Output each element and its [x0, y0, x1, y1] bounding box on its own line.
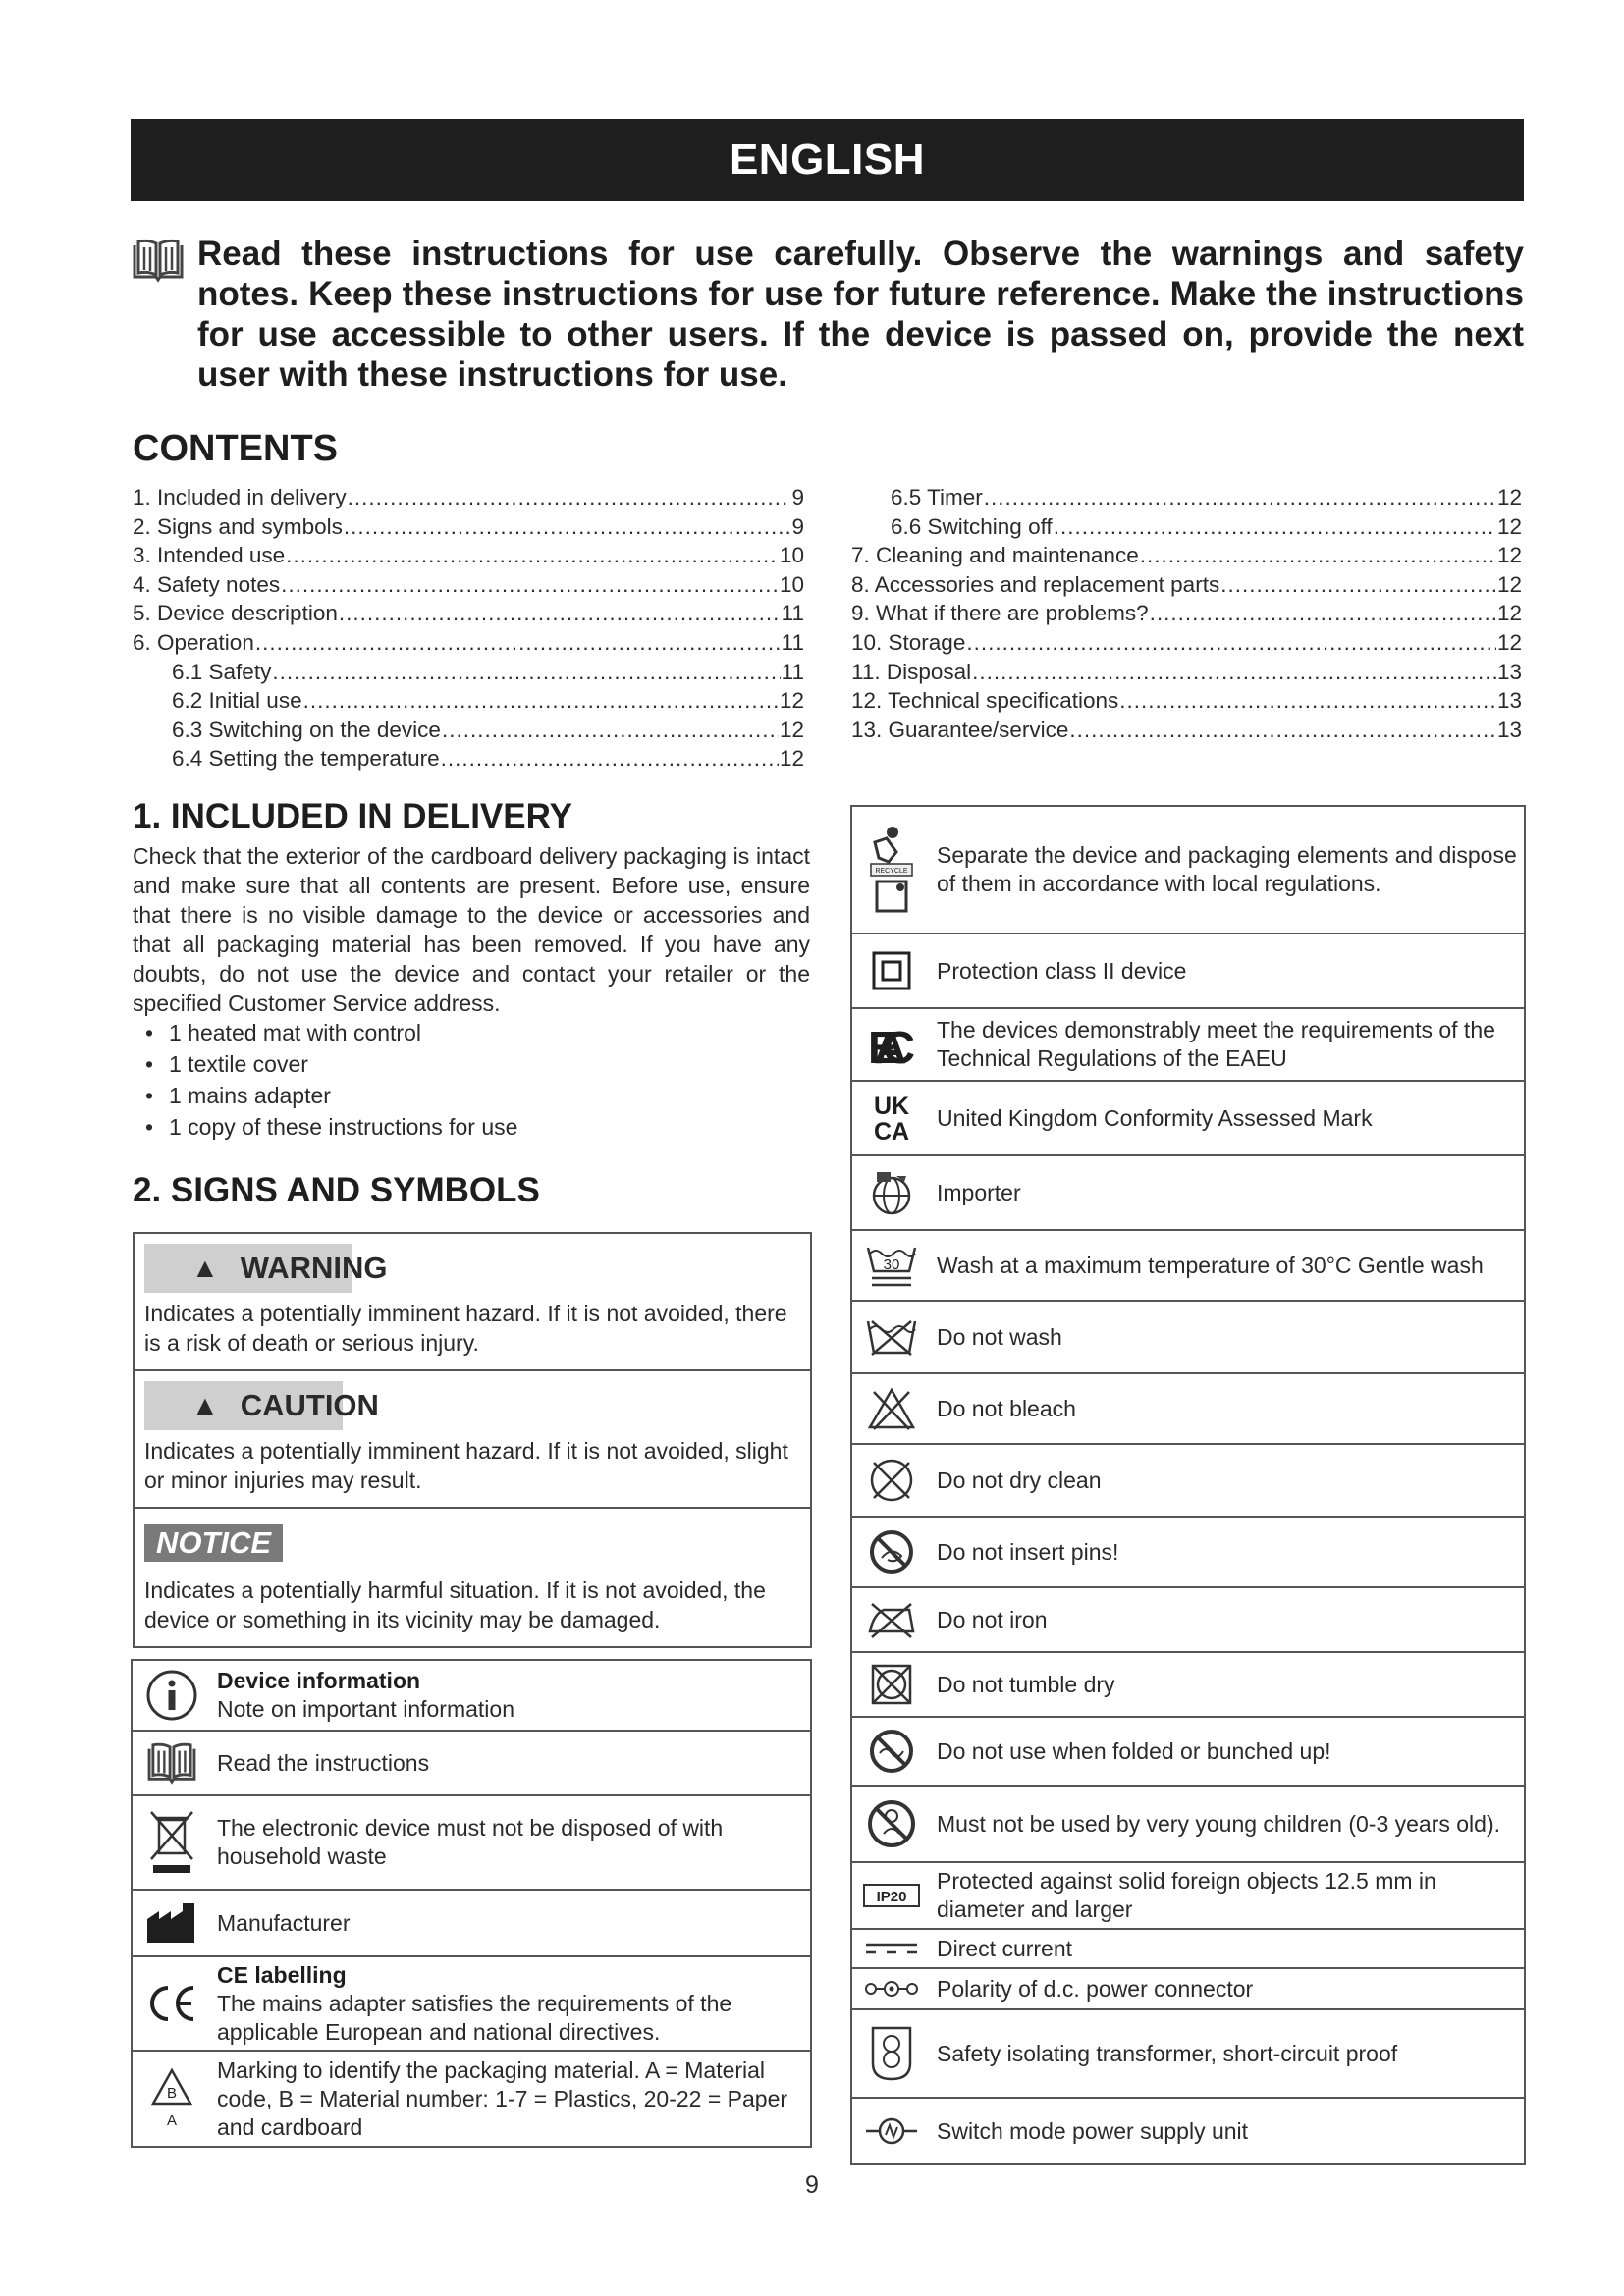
do-not-dry-clean-text: Do not dry clean	[937, 1467, 1102, 1493]
no-children-icon	[852, 1798, 931, 1849]
info-icon	[133, 1668, 211, 1723]
symbols-table-left	[131, 1659, 812, 2148]
do-not-wash-icon	[852, 1317, 931, 1357]
smps-text: Switch mode power supply unit	[937, 2117, 1249, 2144]
importer-icon	[852, 1168, 931, 1217]
symbol-row	[852, 807, 1524, 934]
no-pins-text: Do not insert pins!	[937, 1538, 1119, 1565]
warning-word: WARNING	[240, 1251, 388, 1285]
read-instructions-text: Read the instructions	[217, 1749, 430, 1776]
do-not-iron-text: Do not iron	[937, 1606, 1048, 1632]
eac-text: The devices demonstrably meet the requirements of the Technical Regulations of the EAEU	[937, 1017, 1495, 1071]
no-folding-text: Do not use when folded or bunched up!	[937, 1737, 1331, 1764]
toc-entry[interactable]: 3. Intended use ..... 10	[133, 541, 804, 570]
symbol-row	[852, 934, 1524, 1009]
notice-badge: NOTICE	[144, 1524, 283, 1562]
weee-text: The electronic device must not be disposed of with household waste	[217, 1815, 724, 1869]
toc-entry[interactable]: 9. What if there are problems? ..... 12	[851, 599, 1522, 628]
manufacturer-icon	[133, 1901, 211, 1945]
symbol-row	[852, 1787, 1524, 1863]
notice-text: Indicates a potentially harmful situation. If it is not avoided, the device or something in its vicinity may be damaged.	[144, 1577, 766, 1632]
recycling-code-icon	[133, 2066, 211, 2131]
contents-title: CONTENTS	[133, 428, 338, 469]
book-icon	[131, 234, 197, 395]
no-folding-icon	[852, 1728, 931, 1775]
ce-mark-icon	[133, 1984, 211, 2023]
symbol-row	[133, 1891, 810, 1957]
toc-entry[interactable]: 12. Technical specifications ..... 13	[851, 686, 1522, 716]
toc-entry[interactable]: 6.6 Switching off ..... 12	[851, 512, 1522, 542]
symbol-row	[852, 1231, 1524, 1302]
toc-entry[interactable]: 8. Accessories and replacement parts ..... 12	[851, 570, 1522, 600]
polarity-text: Polarity of d.c. power connector	[937, 1975, 1254, 2002]
toc-entry[interactable]: 2. Signs and symbols ..... 9	[133, 512, 804, 542]
warning-text: Indicates a potentially imminent hazard. If it is not avoided, there is a risk of death or serious injury.	[144, 1301, 787, 1356]
toc-entry[interactable]: 6.1 Safety ..... 11	[133, 658, 804, 687]
direct-current-icon	[852, 1941, 931, 1956]
symbol-row	[852, 1518, 1524, 1588]
list-item: • 1 mains adapter	[145, 1080, 793, 1111]
do-not-bleach-text: Do not bleach	[937, 1395, 1076, 1421]
symbol-row	[852, 1082, 1524, 1156]
symbol-row	[852, 1374, 1524, 1445]
toc-entry[interactable]: 13. Guarantee/service ..... 13	[851, 716, 1522, 745]
separate-text: Separate the device and packaging elements and dispose of them in accordance with local regulations.	[937, 842, 1517, 896]
list-item: • 1 copy of these instructions for use	[145, 1111, 793, 1143]
do-not-bleach-icon	[852, 1386, 931, 1431]
ce-text: The mains adapter satisfies the requirements of the applicable European and national directives.	[217, 1990, 732, 2045]
symbols-table-right	[850, 805, 1526, 2165]
language-header: ENGLISH	[131, 119, 1524, 201]
symbol-row	[852, 1653, 1524, 1718]
caution-word: CAUTION	[240, 1388, 379, 1422]
intro-text: Read these instructions for use carefully. Observe the warnings and safety notes. Keep these instructions for use for future reference. Make the instructions for use accessible to other users. If the device is passed on, provide the next user with these instructions for use.	[197, 235, 1524, 394]
symbol-row	[852, 1445, 1524, 1518]
recycle-text: Marking to identify the packaging material. A = Material code, B = Material number: 1-7 = Plastics, 20-22 = Paper and cardboard	[217, 2056, 788, 2140]
caution-text: Indicates a potentially imminent hazard. If it is not avoided, slight or minor injuries may result.	[144, 1438, 788, 1493]
device-info-title: Device information	[217, 1668, 421, 1693]
no-children-text: Must not be used by very young children (0-3 years old).	[937, 1810, 1501, 1837]
safety-transformer-icon	[852, 2024, 931, 2083]
symbol-row	[133, 2052, 810, 2146]
toc-entry[interactable]: 7. Cleaning and maintenance ..... 12	[851, 541, 1522, 570]
notice-block	[135, 1509, 810, 1646]
signal-words-box	[133, 1232, 812, 1648]
ce-title: CE labelling	[217, 1961, 347, 1988]
section-1-title: 1. INCLUDED IN DELIVERY	[133, 797, 572, 835]
toc-entry[interactable]: 1. Included in delivery ..... 9	[133, 483, 804, 512]
wash-30-text: Wash at a maximum temperature of 30°C Gentle wash	[937, 1252, 1484, 1278]
ca-label: CA	[873, 1118, 910, 1144]
wash-30-icon	[852, 1242, 931, 1289]
list-item: • 1 heated mat with control	[145, 1017, 793, 1048]
symbol-row	[852, 1969, 1524, 2010]
toc-left	[133, 483, 804, 774]
ip20-text: Protected against solid foreign objects 12.5 mm in diameter and larger	[937, 1868, 1436, 1922]
manufacturer-text: Manufacturer	[217, 1909, 351, 1936]
crossed-bin-icon	[133, 1808, 211, 1877]
do-not-dry-clean-icon	[852, 1457, 931, 1504]
toc-entry[interactable]: 4. Safety notes ..... 10	[133, 570, 804, 600]
symbol-row	[852, 2099, 1524, 2163]
toc-entry[interactable]: 10. Storage ..... 12	[851, 628, 1522, 658]
symbol-row	[133, 1957, 810, 2052]
wash-30-label: 30	[883, 1256, 900, 1273]
eac-label: EAC	[868, 1022, 915, 1067]
do-not-tumble-dry-text: Do not tumble dry	[937, 1671, 1115, 1697]
protection-class-ii-icon	[852, 951, 931, 990]
do-not-tumble-dry-icon	[852, 1663, 931, 1706]
ukca-text: United Kingdom Conformity Assessed Mark	[937, 1104, 1373, 1131]
symbol-row	[133, 1796, 810, 1891]
toc-entry[interactable]: 6.3 Switching on the device ..... 12	[133, 716, 804, 745]
ip20-label: IP20	[876, 1889, 907, 1905]
toc-entry[interactable]: 6. Operation ..... 11	[133, 628, 804, 658]
intro-block	[131, 234, 1524, 395]
caution-block	[135, 1371, 810, 1509]
recycle-icon-text: RECYCLE	[875, 868, 908, 875]
symbol-row	[852, 1009, 1524, 1082]
symbol-row	[852, 2010, 1524, 2099]
smps-icon	[852, 2111, 931, 2151]
no-pins-icon	[852, 1528, 931, 1575]
symbol-row	[852, 1930, 1524, 1969]
section-2-title: 2. SIGNS AND SYMBOLS	[133, 1171, 540, 1209]
toc-right	[851, 483, 1522, 744]
recycle-separate-icon	[852, 823, 931, 917]
warning-triangle-icon: ▲	[191, 1253, 219, 1283]
section-1-body: Check that the exterior of the cardboard delivery packaging is intact and make sure that all contents are present. Before use, ensure that there is no visible damage to the device or accessories and that all packaging material has been removed. If you have any doubts, do not use the device and contact your retailer or the specified Customer Service address.	[133, 843, 810, 1016]
symbol-row	[852, 1718, 1524, 1787]
symbol-row	[852, 1588, 1524, 1653]
ip20-icon	[852, 1883, 931, 1908]
polarity-icon	[852, 1979, 931, 1999]
do-not-wash-text: Do not wash	[937, 1323, 1062, 1350]
page-number: 9	[805, 2171, 819, 2199]
toc-entry[interactable]: 11. Disposal ..... 13	[851, 658, 1522, 687]
warning-triangle-icon: ▲	[191, 1390, 219, 1420]
toc-entry[interactable]: 6.5 Timer ..... 12	[851, 483, 1522, 512]
recycle-b-label: B	[166, 2085, 178, 2102]
transformer-text: Safety isolating transformer, short-circuit proof	[937, 2040, 1398, 2066]
warning-block	[135, 1234, 810, 1371]
toc-entry[interactable]: 5. Device description ..... 11	[133, 599, 804, 628]
symbol-row	[852, 1156, 1524, 1231]
device-info-text: Note on important information	[217, 1696, 514, 1722]
delivery-list	[145, 1017, 793, 1143]
eac-icon	[852, 1022, 931, 1067]
symbol-row	[133, 1661, 810, 1732]
symbol-row	[133, 1732, 810, 1796]
book-icon	[133, 1741, 211, 1785]
symbol-row	[852, 1863, 1524, 1930]
symbol-row	[852, 1302, 1524, 1374]
protection-class-text: Protection class II device	[937, 957, 1187, 984]
list-item: • 1 textile cover	[145, 1048, 793, 1080]
direct-current-text: Direct current	[937, 1935, 1073, 1961]
toc-entry[interactable]: 6.4 Setting the temperature ..... 12	[133, 744, 804, 774]
importer-text: Importer	[937, 1179, 1021, 1205]
uk-label: UK	[873, 1093, 910, 1120]
recycle-a-label: A	[166, 2112, 178, 2129]
ukca-icon	[852, 1093, 931, 1144]
toc-entry[interactable]: 6.2 Initial use ..... 12	[133, 686, 804, 716]
do-not-iron-icon	[852, 1600, 931, 1639]
